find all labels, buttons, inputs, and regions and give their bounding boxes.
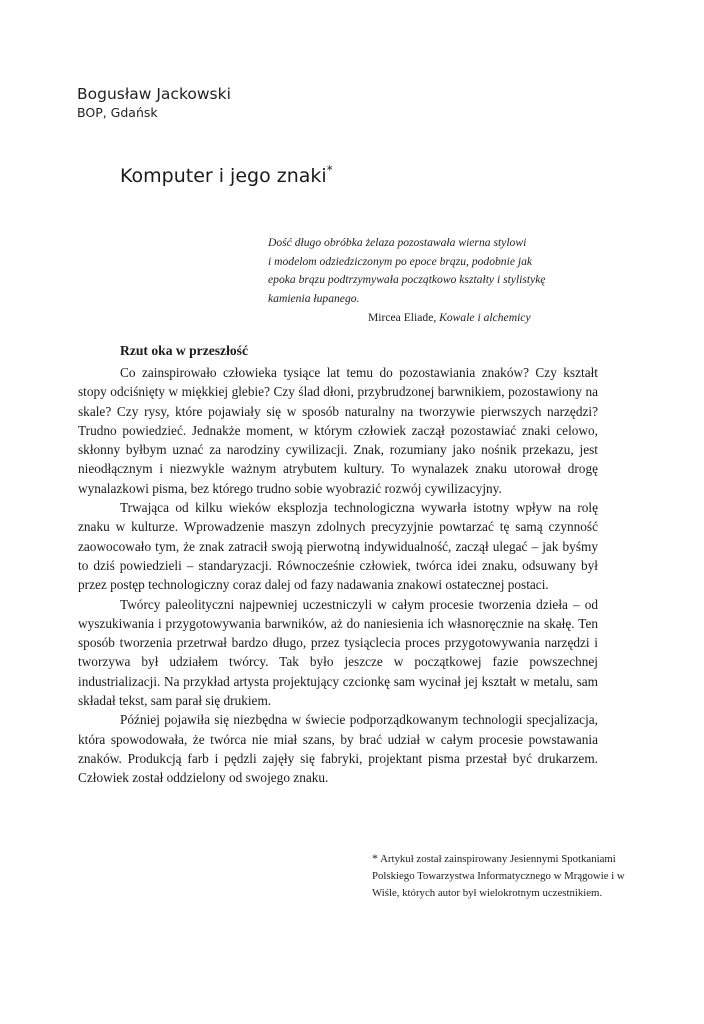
epigraph-quote [268, 234, 608, 309]
epigraph-line: kamienia łupanego. [268, 292, 360, 306]
footnote-mark: * [372, 851, 378, 865]
section-heading: Rzut oka w przeszłość [120, 343, 248, 358]
title-text: Komputer i jego znaki [120, 165, 327, 187]
citation-author: Mircea Eliade, [368, 310, 437, 324]
body-paragraph: Trwająca od kilku wieków eksplozja technologiczna wywarła istotny wpływ na rolę znaku w kulturze. Wprowadzenie maszyn zdolnych precyzyjnie powtarzać tę samą czynność zaowocowało tym, że znak zatracił swoją pierwotną indywidualność, zaczął ulegać – jak byśmy to dziś powiedzieli – standaryzacji. Równocześnie człowiek, twórca idei znaku, odsuwany był przez postęp technologiczny coraz dalej od fazy nadawania znakowi ostatecznej postaci. [78, 500, 598, 593]
citation-work: Kowale i alchemicy [439, 310, 531, 324]
body-paragraph: Twórcy paleolityczni najpewniej uczestniczyli w całym procesie tworzenia dzieła – od wyszukiwania i przygotowywania barwników, aż do naniesienia ich własnoręcznie na skałę. Ten sposób tworzenia przetrwał bardzo długo, przez tysiąclecia proces przygotowywania narzędzi i tworzywa był udziałem twórcy. Tak było jeszcze w początkowej fazie powszechnej industrializacji. Na przykład artysta projektujący czcionkę sam wycinał jej kształt w metalu, sam składał tekst, sam parał się drukiem. [78, 596, 598, 709]
epigraph-line: epoka brązu podtrzymywała początkowo kształty i stylistykę [268, 273, 546, 287]
footnote [372, 850, 654, 902]
footnote-text: Artykuł został zainspirowany Jesiennymi Spotkaniami Polskiego Towarzystwa Informatycznego w Mrągowie i w Wiśle, których autor był wielokrotnym uczestnikiem. [372, 853, 625, 899]
body-paragraph: Później pojawiła się niezbędna w świecie podporządkowanym technologii specjalizacja, która spowodowała, że twórca nie miał szans, by brać udział w całym procesie powstawania znaków. Produkcją farb i pędzli zajęły się fabryki, projektant pisma przestał być drukarzem. Człowiek został oddzielony od swojego znaku. [78, 712, 598, 786]
epigraph-line: i modelom odziedziczonym po epoce brązu, podobnie jak [268, 254, 533, 268]
author-name: Bogusław Jackowski [77, 85, 231, 103]
article-body [78, 363, 598, 788]
epigraph-line: Dość długo obróbka żelaza pozostawała wierna stylowi [268, 236, 527, 249]
body-paragraph: Co zainspirowało człowieka tysiące lat temu do pozostawiania znaków? Czy kształt stopy odciśnięty w miękkiej glebie? Czy ślad dłoni, przybrudzonej barwnikiem, pozostawiony na skale? Czy rysy, które pojawiały się w sposób naturalny na tworzywie pierwszych narzędzi? Trudno powiedzieć. Jednakże moment, w którym człowiek zaczął pozostawiać znaki celowo, skłonny byłbym uznać za narodziny cywilizacji. Znak, rozumiany jako nośnik przekazu, jest nieodłącznym i niezwykle ważnym atrybutem kultury. To wynalazek znaku utorował drogę wynalazkowi pisma, bez którego trudno sobie wyobrazić rozwój cywilizacyjny. [78, 365, 598, 496]
author-affiliation: BOP, Gdańsk [77, 105, 158, 120]
epigraph [268, 234, 608, 328]
article-title [120, 157, 333, 189]
epigraph-citation [268, 309, 608, 328]
title-footnote-mark: * [326, 163, 333, 177]
author-block [77, 84, 231, 122]
